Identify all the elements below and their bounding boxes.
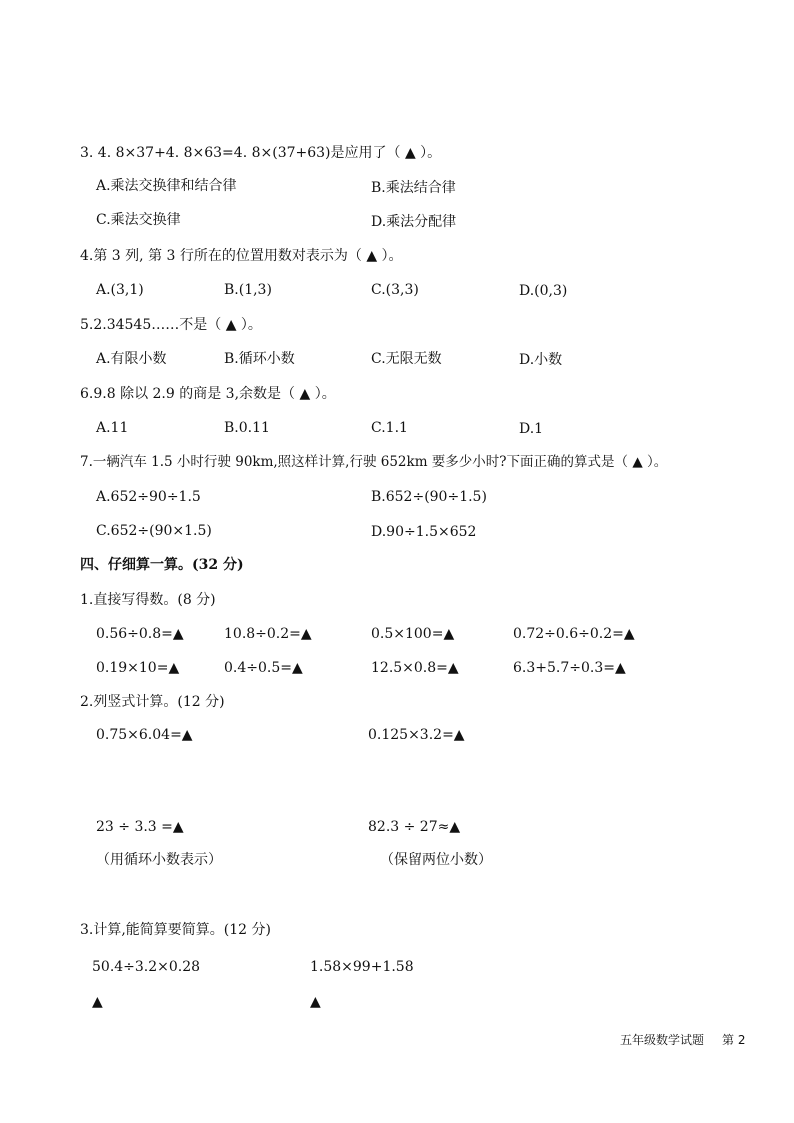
mental-math-item: 0.72÷0.6÷0.2=▲ <box>513 626 635 642</box>
question-7-option-c: C.652÷(90×1.5) <box>96 523 212 539</box>
mental-math-item: 0.19×10=▲ <box>96 660 180 676</box>
footer-exam-title: 五年级数学试题 <box>620 1033 705 1047</box>
mental-math-item: 10.8÷0.2=▲ <box>224 626 312 642</box>
vertical-calc-note: （保留两位小数） <box>380 852 492 868</box>
question-6-option-a: A.11 <box>96 420 129 436</box>
simplify-calc-item: 50.4÷3.2×0.28 <box>92 959 201 975</box>
section-4-title: 四、仔细算一算。(32 分) <box>80 557 244 573</box>
answer-placeholder: ▲ <box>92 994 103 1010</box>
part-3-title: 3.计算,能简算要简算。(12 分) <box>80 922 271 938</box>
question-6-option-c: C.1.1 <box>371 420 408 436</box>
question-3-option-c: C.乘法交换律 <box>96 212 181 228</box>
question-4-stem: 4.第 3 列, 第 3 行所在的位置用数对表示为（ ▲ ）。 <box>80 248 403 264</box>
question-3-stem: 3. 4. 8×37+4. 8×63=4. 8×(37+63)是应用了（ ▲ ）。 <box>80 145 442 161</box>
mental-math-item: 6.3+5.7÷0.3=▲ <box>513 660 626 676</box>
mental-math-item: 12.5×0.8=▲ <box>371 660 459 676</box>
mental-math-item: 0.5×100=▲ <box>371 626 455 642</box>
question-3-option-b: B.乘法结合律 <box>371 180 456 196</box>
question-6-stem: 6.9.8 除以 2.9 的商是 3,余数是（ ▲ ）。 <box>80 386 336 402</box>
vertical-calc-item: 0.125×3.2=▲ <box>368 727 465 743</box>
question-6-option-b: B.0.11 <box>224 420 270 436</box>
vertical-calc-item: 0.75×6.04=▲ <box>96 727 193 743</box>
mental-math-item: 0.56÷0.8=▲ <box>96 626 184 642</box>
footer-page-number: 第 2 <box>722 1033 746 1047</box>
question-5-stem: 5.2.34545……不是（ ▲ ）。 <box>80 317 262 333</box>
question-7-option-a: A.652÷90÷1.5 <box>96 489 201 505</box>
vertical-calc-item: 23 ÷ 3.3 =▲ <box>96 819 184 835</box>
question-3-option-d: D.乘法分配律 <box>371 214 457 230</box>
question-6-option-d: D.1 <box>519 421 544 437</box>
question-5-option-d: D.小数 <box>519 352 563 368</box>
vertical-calc-item: 82.3 ÷ 27≈▲ <box>368 819 461 835</box>
simplify-calc-item: 1.58×99+1.58 <box>310 959 414 975</box>
question-5-option-a: A.有限小数 <box>96 351 167 367</box>
question-4-option-a: A.(3,1) <box>96 282 144 298</box>
part-2-title: 2.列竖式计算。(12 分) <box>80 694 225 710</box>
question-7-option-b: B.652÷(90÷1.5) <box>371 489 487 505</box>
question-5-option-c: C.无限无数 <box>371 351 442 367</box>
question-7-stem: 7.一辆汽车 1.5 小时行驶 90km,照这样计算,行驶 652km 要多少小时?下面正确的算式是（ ▲ ）。 <box>80 454 668 470</box>
question-7-option-d: D.90÷1.5×652 <box>371 524 477 540</box>
question-3-option-a: A.乘法交换律和结合律 <box>96 178 237 194</box>
mental-math-item: 0.4÷0.5=▲ <box>224 660 303 676</box>
part-1-title: 1.直接写得数。(8 分) <box>80 592 216 608</box>
question-4-option-d: D.(0,3) <box>519 283 568 299</box>
question-4-option-b: B.(1,3) <box>224 282 272 298</box>
vertical-calc-note: （用循环小数表示） <box>96 852 222 868</box>
question-4-option-c: C.(3,3) <box>371 282 419 298</box>
answer-placeholder: ▲ <box>310 994 321 1010</box>
question-5-option-b: B.循环小数 <box>224 351 295 367</box>
